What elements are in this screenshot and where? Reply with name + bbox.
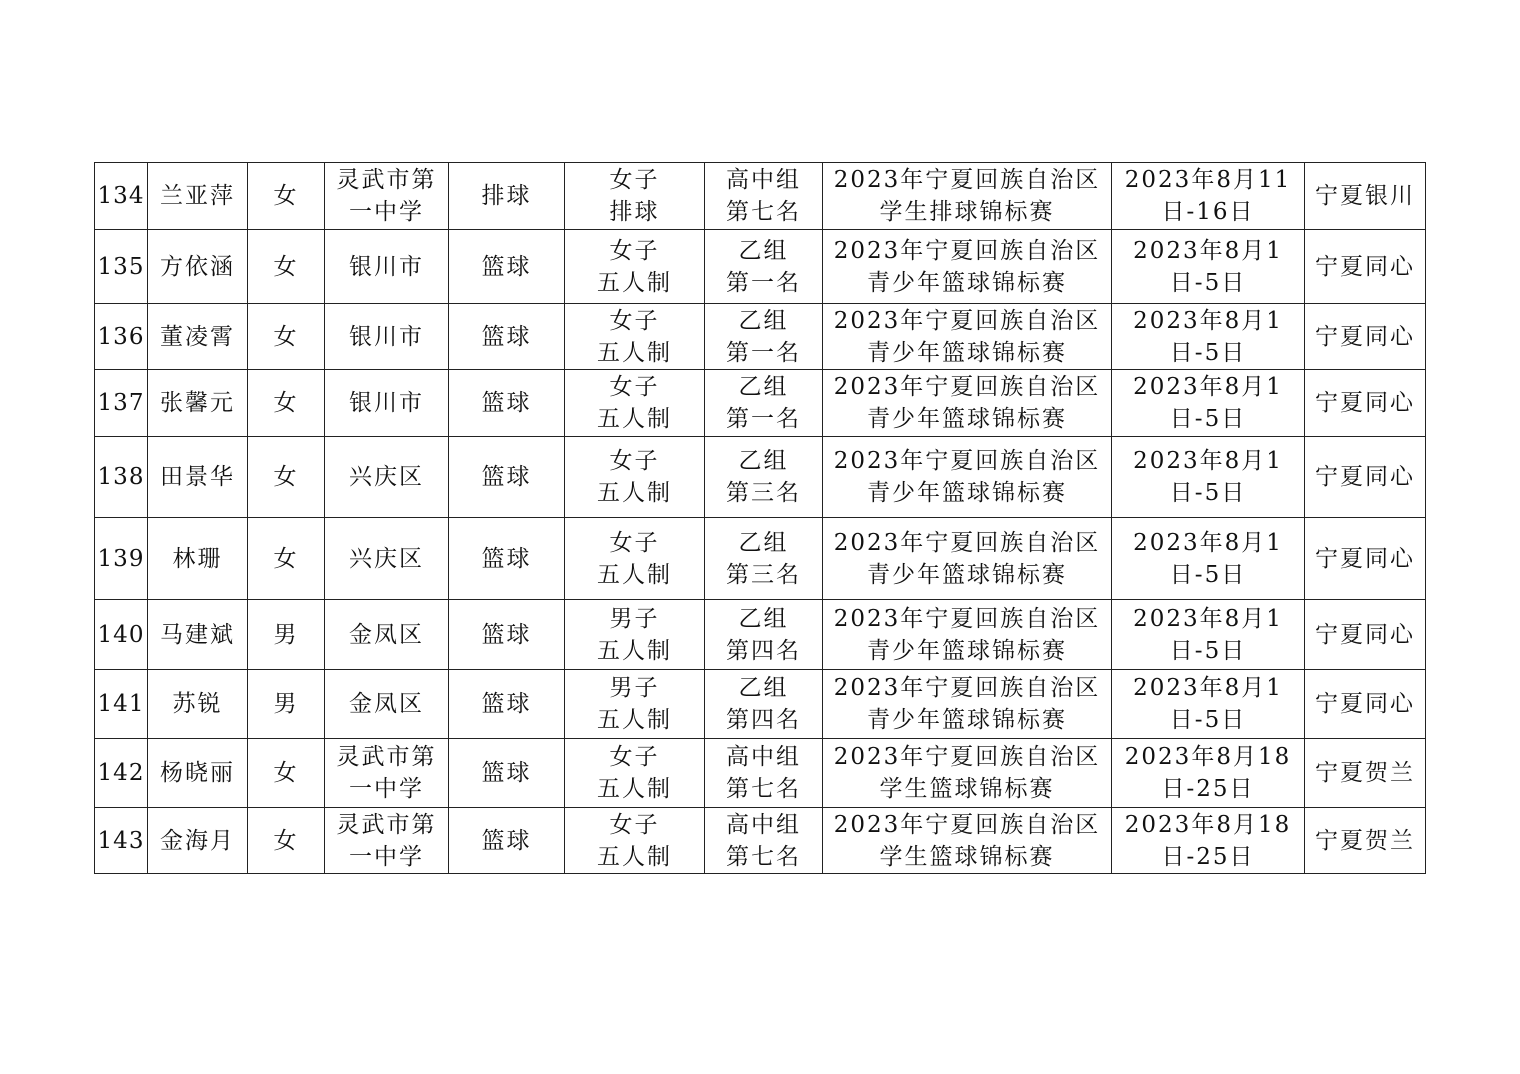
cell-date-line: 2023年8月18 — [1124, 744, 1292, 770]
cell-number: 134 — [95, 163, 148, 230]
cell-competition-line: 青少年篮球锦标赛 — [867, 269, 1067, 296]
cell-unit-line: 金凤区 — [349, 691, 424, 717]
cell-place: 宁夏银川 — [1305, 163, 1426, 230]
cell-unit-line: 一中学 — [349, 843, 424, 870]
table-row — [95, 670, 1426, 739]
table-row — [95, 163, 1426, 230]
cell-event-line: 女子 — [609, 448, 660, 474]
cell-competition-line: 青少年篮球锦标赛 — [867, 637, 1067, 664]
cell-unit — [325, 739, 449, 808]
cell-number: 139 — [95, 518, 148, 600]
cell-date-line: 2023年8月18 — [1124, 811, 1292, 838]
table-row — [95, 304, 1426, 370]
cell-unit-line: 一中学 — [349, 776, 424, 802]
cell-result — [705, 670, 823, 739]
cell-competition-line: 青少年篮球锦标赛 — [867, 480, 1067, 506]
cell-name: 马建斌 — [148, 600, 248, 670]
cell-event — [565, 163, 705, 230]
cell-gender: 女 — [248, 739, 325, 808]
cell-competition-line: 2023年宁夏回族自治区 — [833, 811, 1101, 838]
cell-result-line: 乙组 — [738, 529, 789, 556]
cell-name: 方依涵 — [148, 230, 248, 304]
cell-name: 张馨元 — [148, 370, 248, 437]
cell-event-line: 五人制 — [597, 637, 672, 664]
cell-date-line: 2023年8月11 — [1124, 167, 1292, 193]
cell-name: 田景华 — [148, 437, 248, 518]
cell-result — [705, 370, 823, 437]
cell-event — [565, 670, 705, 739]
cell-competition-line: 2023年宁夏回族自治区 — [833, 675, 1101, 701]
cell-name: 杨晓丽 — [148, 739, 248, 808]
cell-event — [565, 518, 705, 600]
cell-date — [1112, 437, 1305, 518]
cell-unit-line: 金凤区 — [349, 621, 424, 648]
cell-event-line: 女子 — [609, 744, 660, 770]
cell-gender: 女 — [248, 370, 325, 437]
cell-number: 136 — [95, 304, 148, 370]
cell-place: 宁夏同心 — [1305, 304, 1426, 370]
cell-place: 宁夏同心 — [1305, 230, 1426, 304]
cell-result — [705, 518, 823, 600]
cell-result-line: 第七名 — [726, 776, 801, 802]
cell-result-line: 第三名 — [726, 561, 801, 588]
cell-date — [1112, 739, 1305, 808]
cell-name: 林珊 — [148, 518, 248, 600]
cell-result-line: 乙组 — [738, 237, 789, 264]
cell-competition — [823, 163, 1112, 230]
cell-gender: 女 — [248, 518, 325, 600]
cell-gender: 女 — [248, 437, 325, 518]
cell-gender: 女 — [248, 304, 325, 370]
cell-competition — [823, 808, 1112, 874]
cell-sport: 篮球 — [449, 808, 565, 874]
cell-result — [705, 600, 823, 670]
cell-competition-line: 2023年宁夏回族自治区 — [833, 167, 1101, 193]
cell-date-line: 日-16日 — [1161, 199, 1255, 225]
cell-place: 宁夏贺兰 — [1305, 808, 1426, 874]
cell-event-line: 男子 — [609, 675, 660, 701]
cell-competition-line: 青少年篮球锦标赛 — [867, 406, 1067, 432]
cell-result-line: 第一名 — [726, 339, 801, 366]
cell-gender: 女 — [248, 163, 325, 230]
cell-gender: 女 — [248, 230, 325, 304]
cell-competition-line: 2023年宁夏回族自治区 — [833, 307, 1101, 334]
cell-result — [705, 163, 823, 230]
cell-sport: 排球 — [449, 163, 565, 230]
cell-event-line: 排球 — [609, 199, 660, 225]
cell-competition-line: 青少年篮球锦标赛 — [867, 339, 1067, 366]
cell-sport: 篮球 — [449, 370, 565, 437]
cell-number: 142 — [95, 739, 148, 808]
cell-date-line: 日-5日 — [1169, 637, 1247, 664]
cell-unit — [325, 808, 449, 874]
cell-competition — [823, 437, 1112, 518]
cell-result-line: 高中组 — [726, 744, 801, 770]
cell-event — [565, 304, 705, 370]
cell-result — [705, 304, 823, 370]
cell-result — [705, 437, 823, 518]
cell-competition-line: 2023年宁夏回族自治区 — [833, 448, 1101, 474]
cell-result-line: 第一名 — [726, 406, 801, 432]
cell-event-line: 五人制 — [597, 843, 672, 870]
table-body — [95, 163, 1426, 874]
cell-event — [565, 230, 705, 304]
cell-name: 金海月 — [148, 808, 248, 874]
cell-unit-line: 银川市 — [349, 390, 424, 416]
cell-event-line: 女子 — [609, 529, 660, 556]
cell-date — [1112, 230, 1305, 304]
cell-unit-line: 灵武市第 — [336, 167, 437, 193]
cell-result-line: 第七名 — [726, 843, 801, 870]
cell-competition — [823, 230, 1112, 304]
cell-place: 宁夏同心 — [1305, 370, 1426, 437]
cell-sport: 篮球 — [449, 739, 565, 808]
cell-result-line: 高中组 — [726, 811, 801, 838]
cell-number: 141 — [95, 670, 148, 739]
cell-date-line: 2023年8月1 — [1133, 374, 1283, 400]
cell-number: 135 — [95, 230, 148, 304]
cell-unit — [325, 304, 449, 370]
cell-competition-line: 2023年宁夏回族自治区 — [833, 529, 1101, 556]
cell-competition — [823, 670, 1112, 739]
cell-sport: 篮球 — [449, 437, 565, 518]
cell-result-line: 第一名 — [726, 269, 801, 296]
cell-unit — [325, 370, 449, 437]
table-row — [95, 600, 1426, 670]
cell-gender: 男 — [248, 670, 325, 739]
cell-sport: 篮球 — [449, 230, 565, 304]
cell-competition-line: 2023年宁夏回族自治区 — [833, 605, 1101, 632]
cell-result-line: 第七名 — [726, 199, 801, 225]
cell-result-line: 乙组 — [738, 675, 789, 701]
cell-competition — [823, 739, 1112, 808]
cell-unit-line: 一中学 — [349, 199, 424, 225]
cell-date-line: 日-5日 — [1169, 339, 1247, 366]
cell-unit-line: 银川市 — [349, 253, 424, 280]
cell-place: 宁夏同心 — [1305, 600, 1426, 670]
cell-date-line: 日-25日 — [1161, 843, 1255, 870]
cell-result-line: 乙组 — [738, 448, 789, 474]
cell-event-line: 女子 — [609, 307, 660, 334]
cell-event — [565, 808, 705, 874]
table-row — [95, 518, 1426, 600]
cell-event — [565, 739, 705, 808]
cell-date-line: 日-5日 — [1169, 269, 1247, 296]
cell-result-line: 第三名 — [726, 480, 801, 506]
cell-sport: 篮球 — [449, 304, 565, 370]
cell-result-line: 乙组 — [738, 605, 789, 632]
cell-date — [1112, 304, 1305, 370]
cell-event-line: 五人制 — [597, 339, 672, 366]
cell-date-line: 2023年8月1 — [1133, 675, 1283, 701]
cell-number: 143 — [95, 808, 148, 874]
athlete-award-table — [94, 162, 1426, 874]
cell-number: 137 — [95, 370, 148, 437]
cell-gender: 男 — [248, 600, 325, 670]
cell-event-line: 五人制 — [597, 480, 672, 506]
cell-unit — [325, 163, 449, 230]
cell-date — [1112, 808, 1305, 874]
cell-event — [565, 600, 705, 670]
cell-unit — [325, 437, 449, 518]
cell-competition — [823, 304, 1112, 370]
cell-unit — [325, 600, 449, 670]
cell-competition-line: 青少年篮球锦标赛 — [867, 707, 1067, 733]
cell-competition-line: 学生排球锦标赛 — [879, 199, 1055, 225]
cell-competition-line: 学生篮球锦标赛 — [879, 776, 1055, 802]
cell-place: 宁夏同心 — [1305, 518, 1426, 600]
table-row — [95, 230, 1426, 304]
cell-result-line: 第四名 — [726, 707, 801, 733]
cell-competition-line: 青少年篮球锦标赛 — [867, 561, 1067, 588]
cell-name: 苏锐 — [148, 670, 248, 739]
cell-competition-line: 学生篮球锦标赛 — [879, 843, 1055, 870]
cell-date-line: 日-5日 — [1169, 480, 1247, 506]
cell-competition-line: 2023年宁夏回族自治区 — [833, 237, 1101, 264]
cell-date-line: 日-5日 — [1169, 707, 1247, 733]
cell-result-line: 第四名 — [726, 637, 801, 664]
cell-date — [1112, 670, 1305, 739]
cell-competition — [823, 370, 1112, 437]
cell-place: 宁夏同心 — [1305, 670, 1426, 739]
cell-result-line: 乙组 — [738, 374, 789, 400]
cell-event-line: 五人制 — [597, 776, 672, 802]
cell-date-line: 2023年8月1 — [1133, 529, 1283, 556]
cell-event-line: 五人制 — [597, 707, 672, 733]
cell-gender: 女 — [248, 808, 325, 874]
cell-competition-line: 2023年宁夏回族自治区 — [833, 744, 1101, 770]
cell-unit-line: 灵武市第 — [336, 744, 437, 770]
cell-unit-line: 灵武市第 — [336, 811, 437, 838]
cell-event-line: 五人制 — [597, 561, 672, 588]
cell-competition-line: 2023年宁夏回族自治区 — [833, 374, 1101, 400]
cell-date-line: 日-25日 — [1161, 776, 1255, 802]
table-row — [95, 370, 1426, 437]
cell-date-line: 2023年8月1 — [1133, 448, 1283, 474]
cell-date — [1112, 600, 1305, 670]
cell-unit — [325, 670, 449, 739]
cell-unit-line: 银川市 — [349, 323, 424, 350]
cell-number: 138 — [95, 437, 148, 518]
cell-competition — [823, 600, 1112, 670]
cell-date-line: 日-5日 — [1169, 406, 1247, 432]
cell-event-line: 五人制 — [597, 406, 672, 432]
cell-event — [565, 437, 705, 518]
cell-date-line: 日-5日 — [1169, 561, 1247, 588]
cell-name: 董凌霄 — [148, 304, 248, 370]
cell-unit — [325, 518, 449, 600]
cell-date — [1112, 370, 1305, 437]
cell-date-line: 2023年8月1 — [1133, 605, 1283, 632]
cell-sport: 篮球 — [449, 600, 565, 670]
cell-event-line: 女子 — [609, 374, 660, 400]
cell-place: 宁夏同心 — [1305, 437, 1426, 518]
table-row — [95, 808, 1426, 874]
cell-event-line: 女子 — [609, 237, 660, 264]
cell-unit — [325, 230, 449, 304]
cell-event-line: 女子 — [609, 811, 660, 838]
cell-date — [1112, 163, 1305, 230]
table-row — [95, 437, 1426, 518]
cell-number: 140 — [95, 600, 148, 670]
cell-result — [705, 808, 823, 874]
cell-name: 兰亚萍 — [148, 163, 248, 230]
cell-date-line: 2023年8月1 — [1133, 307, 1283, 334]
cell-result — [705, 739, 823, 808]
cell-place: 宁夏贺兰 — [1305, 739, 1426, 808]
cell-date — [1112, 518, 1305, 600]
table-row — [95, 739, 1426, 808]
cell-sport: 篮球 — [449, 518, 565, 600]
cell-event — [565, 370, 705, 437]
cell-date-line: 2023年8月1 — [1133, 237, 1283, 264]
cell-unit-line: 兴庆区 — [349, 545, 424, 572]
cell-result-line: 高中组 — [726, 167, 801, 193]
cell-event-line: 女子 — [609, 167, 660, 193]
cell-result-line: 乙组 — [738, 307, 789, 334]
cell-result — [705, 230, 823, 304]
cell-competition — [823, 518, 1112, 600]
cell-unit-line: 兴庆区 — [349, 464, 424, 490]
cell-sport: 篮球 — [449, 670, 565, 739]
cell-event-line: 五人制 — [597, 269, 672, 296]
cell-event-line: 男子 — [609, 605, 660, 632]
